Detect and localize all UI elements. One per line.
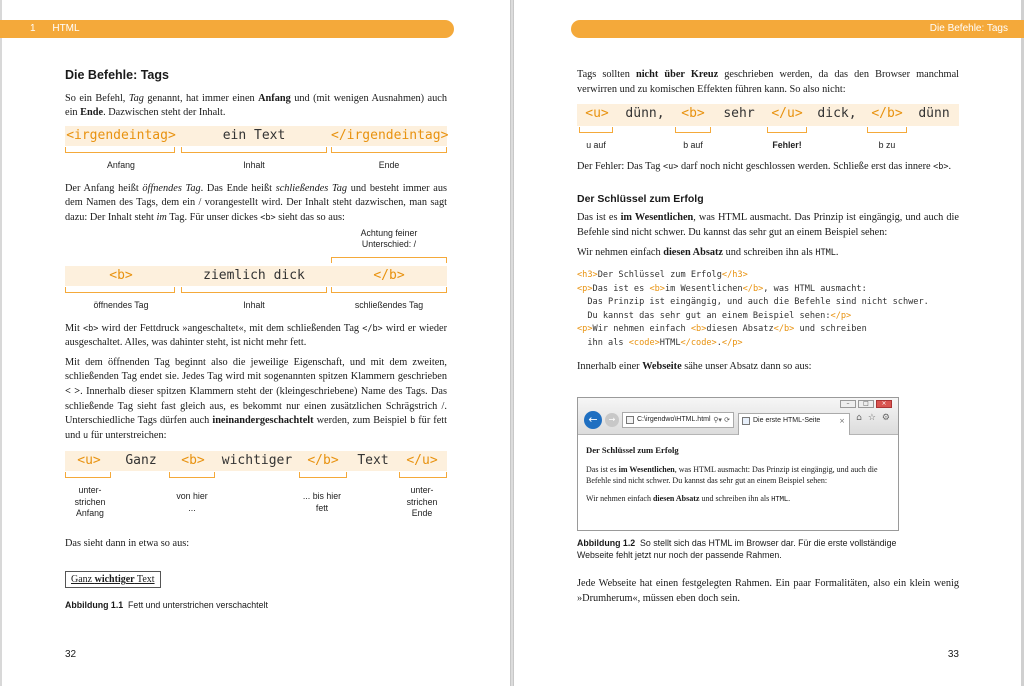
code-listing [577,269,959,350]
text-cell: Text [357,453,389,469]
tag-diagram-2 [65,228,447,316]
browser-viewport [578,435,898,520]
paragraph: Tags sollten nicht über Kreuz geschrieben werden, da das den Browser manchmal verwirren und zu komischen Effekten führen kann. So also nicht: [577,69,959,95]
gear-icon: ⚙ [881,413,890,423]
diagram-label: b auf [683,140,703,151]
tag-cell: <b> [109,267,133,283]
rendered-paragraph: Das ist es im Wesentlichen, was HTML ausmacht: Das Prinzip ist eingängig, und auch die Befehle sind nicht schwer. Du kannst das sehr gut an einem Beispiel sehen: [586,465,878,485]
subsection-title: Der Schlüssel zum Erfolg [577,192,704,205]
forward-arrow-icon: → [605,413,619,427]
bracket [399,472,447,478]
tag-diagram-3 [65,451,447,537]
diagram-label: Ende [378,159,400,170]
rendered-heading: Der Schlüssel zum Erfolg [586,445,679,455]
file-icon [626,416,634,424]
maximize-icon: □ [858,400,874,408]
tag-cell: </b> [307,453,339,469]
browser-toolbar [578,398,898,435]
text-cell: dünn, [625,106,665,122]
browser-tab: Die erste HTML-Seite × [738,413,850,435]
code-line: Das Prinzip ist eingängig, und auch die Befehle sind nicht schwer. [577,297,929,308]
tag-cell: <b> [681,106,705,122]
bracket [867,127,907,133]
paragraph: Innerhalb einer Webseite sähe unser Absatz dann so aus: [577,361,812,373]
text-cell: ziemlich dick [203,267,305,283]
figure-rendered-text: Ganz wichtiger Text [65,571,161,588]
diagram-label: öffnendes Tag [93,299,149,310]
paragraph: Mit dem öffnenden Tag beginnt also die jeweilige Eigenschaft, und mit dem zweiten, schließenden Tag endet sie. Jedes Tag wird mit sogenannten spitzen Klammern geschrieben < >. Innerhalb dieser spitzen Klammern steht der (kleingeschriebene) Name des Tags. Das schließende Tag sieht fast gleich aus, es bekommt nur einen zusätzlichen Schrägstrich /. Unterschiedliche Tags dürfen auch ineinandergeschachtelt werden, zum Beispiel b für fett und u für unterstreichen: [65,356,447,441]
close-icon: × [876,400,892,408]
back-arrow-icon: ← [584,411,602,429]
bracket [169,472,215,478]
paragraph: Jede Webseite hat einen festgelegten Rahmen. Ein paar Formalitäten, also ein klein wenig »Drumherum«, müssen eben doch sein. [577,578,959,604]
paragraph: Wir nehmen einfach diesen Absatz und schreiben ihn als HTML. [577,246,839,258]
diagram-label: Inhalt [243,299,265,310]
bracket [65,147,175,153]
tag-cell: </u> [406,453,438,469]
tag-cell: </b> [871,106,903,122]
diagram-label: unter- strichen Ende [406,485,438,519]
paragraph: Das ist es im Wesentlichen, was HTML ausmacht. Das Prinzip ist eingängig, und auch die Befehle sind nicht schwer. Du kannst das sehr gut an einem Beispiel sehen: [577,212,959,238]
page-number: 33 [947,649,959,660]
right-page [514,0,1024,686]
tag-diagram-1 [65,126,447,176]
text-cell: ein Text [222,127,286,143]
code-line: Du kannst das sehr gut an einem Beispiel sehen:</p> [577,310,852,321]
tag-row [577,104,959,126]
text-cell: dick, [817,106,857,122]
search-refresh-icons: ⚲▾ ⟳ [713,416,730,424]
diagram-label: Anfang [107,159,135,170]
right-content [577,68,959,375]
diagram-label: b zu [878,140,896,151]
tag-cell: <u> [77,453,101,469]
tag-row [65,126,447,146]
code-line: ihn als <code>HTML</code>.</p> [577,337,743,348]
text-cell: Ganz [125,453,157,469]
bracket [331,287,447,293]
section-title: Die Befehle: Tags [65,68,169,82]
paragraph: Mit <b> wird der Fettdruck »angeschaltet«, mit dem schließenden Tag </b> wird er wieder ausgeschaltet. Alles, was dahinter steht, ist nicht mehr fett. [65,322,447,349]
code-line: <h3>Der Schlüssel zum Erfolg</h3> [577,270,748,281]
page-icon [742,417,750,425]
paragraph: So ein Befehl, Tag genannt, hat immer einen Anfang und (mit wenigen Ausnahmen) auch ein Ende. Dazwischen steht der Inhalt. [65,92,447,119]
rendered-paragraph: Wir nehmen einfach diesen Absatz und schreiben ihn als HTML. [586,494,791,503]
diagram-label: unter- strichen Anfang [74,485,106,519]
minimize-icon: – [840,400,856,408]
text-cell: sehr [723,106,755,122]
diagram-label: Inhalt [243,159,265,170]
tab-close-icon: × [839,417,845,425]
browser-screenshot [577,397,899,531]
bracket [331,147,447,153]
left-content [65,68,447,552]
bracket [299,472,347,478]
left-page [0,0,510,686]
bracket [767,127,807,133]
chapter-header [0,20,454,38]
text-cell: dünn [918,106,950,122]
bracket [331,257,447,263]
diagram-label: von hier ... [176,491,208,513]
chapter-title: HTML [52,23,80,34]
code-line: <p>Wir nehmen einfach <b>diesen Absatz</b> und schreiben [577,324,867,335]
figure-caption: Abbildung 1.2 So stellt sich das HTML im Browser dar. Für die erste vollständige Webseite fehlt jetzt nur noch der passende Rahmen. [577,538,897,560]
tag-row [65,266,447,286]
bracket [181,287,327,293]
tag-cell: </u> [771,106,803,122]
tag-cell: <u> [585,106,609,122]
tag-cell: <irgendeintag> [66,127,176,143]
diagram-label: u auf [586,140,606,151]
diagram-label: ... bis hier fett [302,491,342,513]
tag-row [65,451,447,471]
tag-cell: <b> [181,453,205,469]
diagram-label-error: Fehler! [772,140,802,151]
home-icon: ⌂ [856,413,862,423]
diagram-note: Achtung feiner Unterschied: / [360,227,418,250]
diagram-label: schließendes Tag [354,299,424,310]
tag-cell: </b> [373,267,405,283]
code-line: <p>Das ist es <b>im Wesentlichen</b>, was HTML ausmacht: [577,283,867,294]
text-cell: wichtiger [221,453,293,469]
browser-tools [856,413,890,423]
star-icon: ☆ [867,413,876,423]
bracket [675,127,711,133]
page-number: 32 [65,649,77,660]
paragraph: Der Anfang heißt öffnendes Tag. Das Ende heißt schließendes Tag und besteht immer aus dem Namen des Tags, dem ein / vorangestellt wird. Der Inhalt steht dazwischen, man sagt dazu: Der Inhalt steht im Tag. Für unser dickes <b> sieht das so aus: [65,182,448,223]
paragraph: Das sieht dann in etwa so aus: [65,538,190,550]
address-bar: C:\irgendwo\HTML.html ⚲▾ ⟳ [622,412,734,428]
bracket [65,472,111,478]
paragraph: Der Fehler: Das Tag <u> darf noch nicht geschlossen werden. Schließe erst das innere <b>. [577,161,952,173]
bracket [65,287,175,293]
bracket [181,147,327,153]
running-header: Die Befehle: Tags [571,20,1024,38]
chapter-number: 1 [30,23,36,34]
figure-caption: Abbildung 1.1 Fett und unterstrichen verschachtelt [65,600,268,610]
tag-cell: </irgendeintag> [331,127,449,143]
window-controls [840,400,892,408]
crossed-tag-diagram [577,104,959,156]
page-edge [0,0,2,686]
bracket [579,127,613,133]
